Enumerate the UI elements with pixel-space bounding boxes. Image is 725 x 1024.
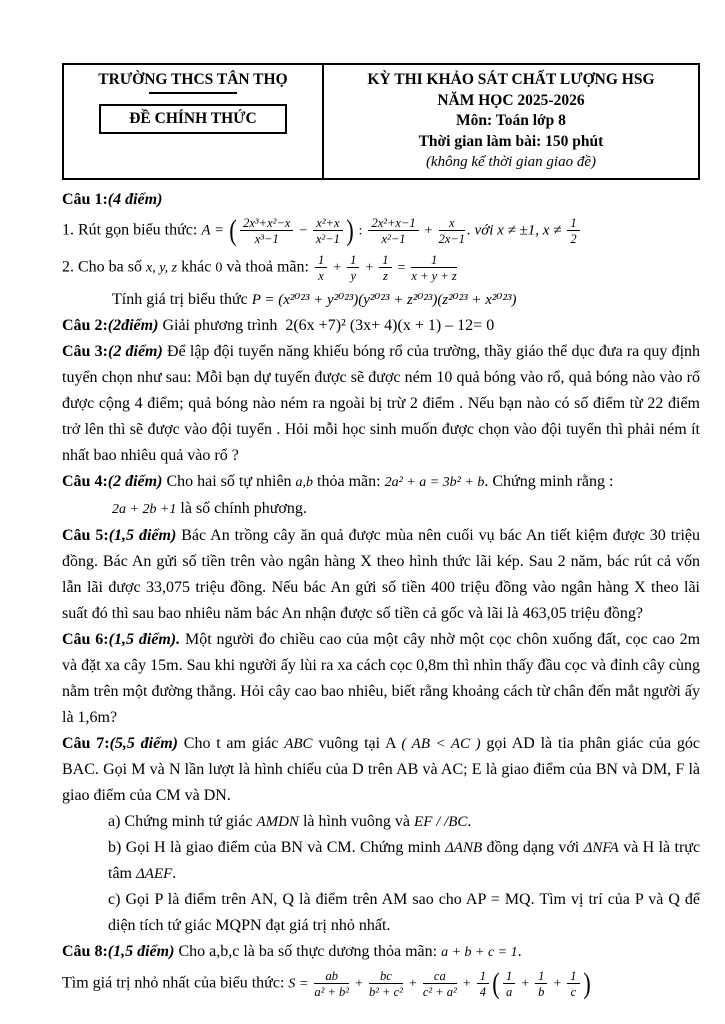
- q7c-text: c) Gọi P là điểm trên AN, Q là điểm trên AM sao cho AP = MQ. Tìm vị trí của P và Q để diện tích tứ giác MQPN đạt giá trị nhỏ nhất.: [108, 891, 700, 934]
- fraction: $\frac{bc}{\text{b² + c²}}$: [368, 969, 403, 999]
- q7b-lead: b) Gọi H là giao điểm của BN và CM. Chứng minh: [108, 839, 441, 856]
- q7b-math1: ΔANB: [445, 840, 483, 856]
- q5-points: (1,5 điểm): [108, 527, 177, 544]
- q7-label: Câu 7:: [62, 735, 110, 752]
- q2-points: (2điểm): [107, 317, 159, 334]
- q2-lead: Giải phương trình: [162, 317, 278, 334]
- fraction: $\frac{1}{c}$: [567, 969, 579, 999]
- q1-part1-lead: 1. Rút gọn biểu thức:: [62, 221, 198, 239]
- q7-intro-tail: gọi AD là tia phân giác của góc BAC. Gọi M và N lần lượt là hình chiếu của D trên AB và AC; E là giao điểm của BN và DM, F là giao điểm của CM và DN.: [62, 735, 701, 804]
- fraction: $\frac{\text{2x²+x−1}}{\text{x²−1}}$: [368, 216, 418, 246]
- q1-part2-zero: 0: [215, 260, 223, 276]
- q7a-tail: .: [467, 813, 472, 830]
- q1-part2-mid: khác: [181, 258, 212, 276]
- q7a-math1: AMDN: [256, 814, 299, 830]
- q2-formula: 2(6x +7)² (3x+ 4)(x + 1) – 12= 0: [285, 317, 495, 334]
- question-7-intro: [62, 731, 700, 809]
- q6-points: (1,5 điểm).: [108, 631, 181, 648]
- minus-operator: −: [299, 223, 308, 239]
- q4-mid: thỏa mãn:: [317, 473, 381, 490]
- q4-line2-text: là số chính phương.: [180, 500, 307, 517]
- q1-part2: [62, 250, 700, 287]
- plus-operator: +: [553, 976, 562, 992]
- official-exam-box: ĐỀ CHÍNH THỨC: [99, 104, 286, 134]
- q1-label: Câu 1:: [62, 191, 108, 208]
- fraction: $\frac{1}{2}$: [567, 216, 579, 246]
- q7-triangle-name: ABC: [284, 736, 313, 752]
- question-6: [62, 627, 700, 731]
- equals-operator: =: [397, 260, 406, 276]
- q7a-lead: a) Chứng minh tứ giác: [108, 813, 253, 830]
- plus-operator: +: [355, 976, 363, 992]
- q8-line2: Tìm giá trị nhỏ nhất của biểu thức: S = $\frac{ab}{\text{a² + b²}}$ + $\frac{bc}{\text{b² + c²}}$ + $\frac{ca}{\text{c² + a²}}$ + $\frac{1}{4}$ ( $\frac{1}{a}$ + $\frac{1}{b}$ + $\frac{1}{c}$ ): [62, 967, 591, 1000]
- q7b-math3: ΔAEF: [136, 866, 173, 882]
- q7b-mid2: và H là trực tâm: [108, 839, 701, 882]
- fraction: $\frac{1}{b}$: [535, 969, 547, 999]
- q4-formula: 2a² + a = 3b² + b: [384, 475, 485, 490]
- q7-item-b: [62, 835, 700, 887]
- question-3: [62, 339, 700, 469]
- question-8: [62, 939, 700, 966]
- q7-intro-lead: Cho t am giác: [183, 735, 279, 752]
- q1-part1-lhs: A =: [201, 222, 225, 239]
- q8-tail: .: [517, 943, 522, 960]
- fraction: $\frac{1}{y}$: [347, 253, 359, 283]
- q7b-mid: đồng dạng với: [486, 839, 580, 856]
- q8-points: (1,5 điểm): [107, 943, 175, 960]
- q3-points: (2 điểm): [107, 343, 163, 360]
- q1-part2-tail: và thoả mãn:: [226, 258, 309, 276]
- q6-text: Một người đo chiều cao của một cây nhờ một cọc chôn xuống đất, cọc cao 2m và đặt xa cây 15m. Sau khi người ấy lùi ra xa cách cọc 0,8m thì nhìn thấy đầu cọc và đỉnh cây cùng nằm trên một đường thẳng. Hỏi cây cao bao nhiêu, biết rằng khoảng cách từ chân đến mắt người ấy là 1,6m?: [62, 631, 701, 726]
- plus-operator: +: [424, 223, 433, 239]
- note-line: (không kể thời gian giao đề): [425, 154, 596, 170]
- q7-item-c: [62, 887, 700, 939]
- q2-label: Câu 2:: [62, 317, 108, 334]
- duration-line: Thời gian làm bài: 150 phút: [418, 132, 604, 150]
- subject-line: Môn: Toán lớp 8: [456, 112, 566, 129]
- fraction: $\frac{ca}{\text{c² + a²}}$: [422, 969, 457, 999]
- q7b-tail: .: [172, 865, 177, 882]
- fraction: $\frac{1}{4}$: [477, 969, 489, 999]
- q1-part1-condition: . với x ≠ ±1, x ≠: [467, 222, 562, 239]
- header-table: [62, 63, 700, 180]
- exam-content: [62, 187, 700, 1003]
- q8-S: S =: [288, 976, 309, 992]
- fraction: $\frac{\text{2x³+x²−x}}{\text{x³−1}}$: [240, 216, 293, 246]
- fraction: $\frac{1}{a}$: [503, 969, 515, 999]
- plus-operator: +: [462, 976, 471, 992]
- q1-part3-formula: P = (x²⁰²³ + y²⁰²³)(y²⁰²³ + z²⁰²³)(z²⁰²³ + x²⁰²³): [251, 292, 517, 308]
- q4-line2-math: 2a + 2b +1: [112, 502, 177, 517]
- q5-text: Bác An trồng cây ăn quả được mùa nên cuối vụ bác An tiết kiệm được 30 triệu đồng. Bác An gửi số tiền trên vào ngân hàng X theo hình thức lãi kép. Sau 2 năm, bác rút cả vốn lẫn lãi được 33,075 triệu đồng. Nếu bác An gửi số tiền 400 triệu đồng vào ngân hàng X theo lãi suất đó thì sau bao nhiêu năm bác An nhận được số tiền cả gốc và lãi là 463,05 triệu đồng?: [62, 527, 701, 622]
- plus-operator: +: [521, 976, 530, 992]
- q8-lead: Cho a,b,c là ba số thực dương thỏa mãn:: [178, 943, 438, 960]
- question-5: [62, 523, 700, 627]
- q1-points: (4 điểm): [107, 191, 163, 208]
- q7-condition: ( AB < AC ): [401, 736, 481, 752]
- school-name: TRƯỜNG THCS TÂN THỌ: [98, 71, 288, 88]
- q7-item-a: [62, 809, 700, 835]
- q7-intro-mid: vuông tại A: [318, 735, 396, 752]
- fraction: $\frac{1}{x}$: [315, 253, 327, 283]
- q8-line2-lead: Tìm giá trị nhỏ nhất của biểu thức:: [62, 974, 285, 992]
- q4-tail: . Chứng minh rằng :: [484, 473, 614, 490]
- fraction: $\frac{1}{x + y + z}$: [411, 253, 457, 283]
- exam-title-line2: NĂM HỌC 2025-2026: [437, 91, 585, 109]
- fraction: $\frac{x}{2x-1}$: [438, 216, 466, 246]
- q7a-math2: EF / /BC: [414, 814, 468, 830]
- header-right-cell: [324, 65, 698, 178]
- q1-part2-lead: 2. Cho ba số: [62, 258, 142, 276]
- fraction: $\frac{\text{x²+x}}{\text{x²−1}}$: [313, 216, 342, 246]
- q1-part3: [62, 287, 700, 313]
- q1-part1: 1. Rút gọn biểu thức: A = ( $\frac{\text{2x³+x²−x}}{\text{x³−1}}$ − $\frac{\text{x²+x}}{\text{x²−1}}$ ) : $\frac{\text{2x²+x−1}}{\text{x²−1}}$ + $\frac{x}{2x-1}$ . với x ≠ ±1, x ≠ $\frac{1}{2}$: [62, 213, 700, 250]
- q4-label: Câu 4:: [62, 473, 108, 490]
- exam-title-line1: KỲ THI KHẢO SÁT CHẤT LƯỢNG HSG: [367, 71, 655, 88]
- q8-label: Câu 8:: [62, 943, 108, 960]
- fraction: $\frac{1}{z}$: [379, 253, 391, 283]
- header-left-cell: [64, 65, 324, 178]
- divide-operator: :: [358, 223, 363, 239]
- school-underline: [149, 90, 237, 94]
- q7-points: (5,5 điểm): [109, 735, 178, 752]
- fraction: $\frac{ab}{\text{a² + b²}}$: [314, 969, 350, 999]
- q4-points: (2 điểm): [107, 473, 163, 490]
- q3-label: Câu 3:: [62, 343, 108, 360]
- question-1-heading: [62, 187, 700, 213]
- q1-part3-lead: Tính giá trị biểu thức: [112, 291, 248, 308]
- question-4: [62, 469, 700, 496]
- q4-line2: [62, 496, 700, 523]
- q1-part2-vars: x, y, z: [146, 260, 178, 276]
- q4-vars: a,b: [295, 475, 314, 490]
- question-2: [62, 313, 700, 339]
- plus-operator: +: [365, 260, 374, 276]
- q7a-mid: là hình vuông và: [302, 813, 411, 830]
- q3-text: Để lập đội tuyển năng khiếu bóng rổ của trường, thầy giáo thể dục đưa ra quy định tuyển chọn như sau: Mỗi bạn dự tuyển được sẽ được ném 10 quả bóng vào rổ, quả bóng nào vào rổ được cộng 4 điểm; quả bóng nào ném ra ngoài bị trừ 2 điểm . Nếu bạn nào có số điểm từ 22 điểm trở lên thì sẽ được vào đội tuyển . Hỏi mỗi học sinh muốn được chọn vào đội tuyển thì phải ném ít nhất bao nhiêu quả vào rổ ?: [62, 343, 701, 464]
- q8-condition: a + b + c = 1: [441, 945, 518, 960]
- plus-operator: +: [408, 976, 417, 992]
- q6-label: Câu 6:: [62, 631, 109, 648]
- q7b-math2: ΔNFA: [583, 840, 619, 856]
- q4-lead: Cho hai số tự nhiên: [166, 473, 292, 490]
- plus-operator: +: [333, 260, 342, 276]
- q5-label: Câu 5:: [62, 527, 109, 544]
